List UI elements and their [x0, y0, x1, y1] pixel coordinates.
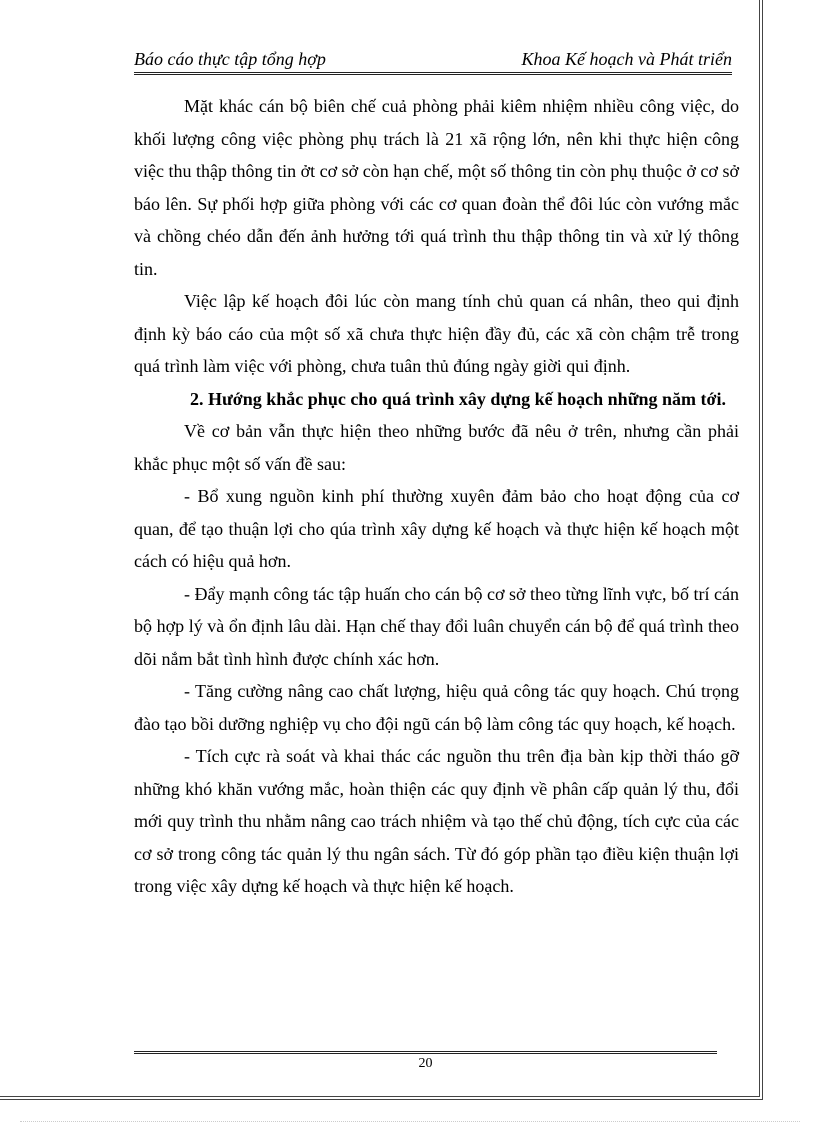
paragraph: Mặt khác cán bộ biên chế cuả phòng phải kiêm nhiệm nhiều công việc, do khối lượng công việc phòng phụ trách là 21 xã rộng lớn, nên khi thực hiện công việc thu thập thông tin ởt cơ sở còn hạn chế, một số thông tin còn phụ thuộc ở cơ sở báo lên. Sự phối hợp giữa phòng với các cơ quan đoàn thể đôi lúc còn vướng mắc và chồng chéo dẫn đến ảnh hưởng tới quá trình thu thập thông tin và xử lý thông tin.	[134, 96, 739, 279]
document-body	[134, 90, 739, 903]
bullet-paragraph: - Bổ xung nguồn kinh phí thường xuyên đảm bảo cho hoạt động của cơ quan, để tạo thuận lợi cho qúa trình xây dựng kế hoạch và thực hiện kế hoạch một cách có hiệu quả hơn.	[134, 486, 739, 571]
bullet-paragraph: - Đẩy mạnh công tác tập huấn cho cán bộ cơ sở theo từng lĩnh vực, bố trí cán bộ hợp lý và ổn định lâu dài. Hạn chế thay đổi luân chuyển cán bộ để quá trình theo dõi nắm bắt tình hình được chính xác hơn.	[134, 583, 739, 669]
paragraph: Việc lập kế hoạch đôi lúc còn mang tính chủ quan cá nhân, theo qui định định kỳ báo cáo của một số xã chưa thực hiện đầy đủ, các xã còn chậm trễ trong quá trình làm việc với phòng, chưa tuân thủ đúng ngày giời qui định.	[134, 291, 739, 376]
header-faculty-name: Khoa Kế hoạch và Phát triển	[521, 49, 732, 69]
section-heading: 2. Hướng khắc phục cho quá trình xây dựng kế hoạch những năm tới.	[190, 388, 726, 409]
bottom-dotted-line	[20, 1121, 800, 1122]
paragraph: Về cơ bản vẫn thực hiện theo những bước đã nêu ở trên, nhưng cần phải khắc phục một số vấn đề sau:	[134, 421, 739, 474]
bullet-paragraph: - Tích cực rà soát và khai thác các nguồn thu trên địa bàn kịp thời tháo gỡ những khó khăn vướng mắc, hoàn thiện các quy định về phân cấp quản lý thu, đổi mới quy trình thu nhằm nâng cao trách nhiệm và tạo thế chủ động, tích cực của các cơ sở trong công tác quản lý thu ngân sách. Từ đó góp phần tạo điều kiện thuận lợi trong việc xây dựng kế hoạch và thực hiện kế hoạch.	[134, 746, 739, 896]
header-report-title: Báo cáo thực tập tổng hợp	[134, 49, 326, 69]
page-number: 20	[418, 1056, 433, 1071]
bullet-paragraph: - Tăng cường nâng cao chất lượng, hiệu quả công tác quy hoạch. Chú trọng đào tạo bồi dưỡng nghiệp vụ cho đội ngũ cán bộ làm công tác quy hoạch, kế hoạch.	[134, 681, 739, 734]
page-header	[134, 48, 732, 75]
